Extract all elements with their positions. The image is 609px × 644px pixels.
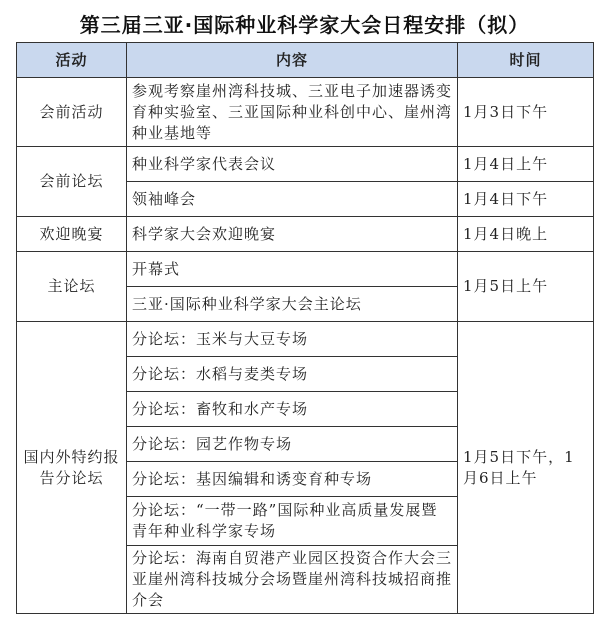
activity-cell: 欢迎晚宴 [17,217,127,252]
header-activity: 活动 [17,43,127,78]
content-cell: 三亚·国际种业科学家大会主论坛 [127,287,458,322]
schedule-table [16,42,594,614]
time-cell: 1月4日晚上 [458,217,594,252]
activity-cell: 会前论坛 [17,147,127,217]
content-cell: 分论坛：水稻与麦类专场 [127,357,458,392]
time-cell: 1月5日下午，1月6日上午 [458,322,594,614]
content-cell: 分论坛：畜牧和水产专场 [127,392,458,427]
header-row [17,43,594,78]
table-row [17,217,594,252]
table-row [17,322,594,357]
time-cell: 1月5日上午 [458,252,594,322]
content-cell: 领袖峰会 [127,182,458,217]
time-cell: 1月4日下午 [458,182,594,217]
table-row [17,252,594,287]
header-content: 内容 [127,43,458,78]
content-cell: 分论坛：基因编辑和诱变育种专场 [127,462,458,497]
activity-cell: 国内外特约报告分论坛 [17,322,127,614]
content-cell: 参观考察崖州湾科技城、三亚电子加速器诱变育种实验室、三亚国际种业科创中心、崖州湾种业基地等 [127,78,458,147]
content-cell: 种业科学家代表会议 [127,147,458,182]
page-title: 第三届三亚·国际种业科学家大会日程安排（拟） [79,13,530,37]
content-cell: 分论坛：“一带一路”国际种业高质量发展暨青年种业科学家专场 [127,497,458,546]
header-time: 时间 [458,43,594,78]
table-row [17,147,594,182]
content-cell: 分论坛：园艺作物专场 [127,427,458,462]
time-cell: 1月4日上午 [458,147,594,182]
content-cell: 分论坛：海南自贸港产业园区投资合作大会三亚崖州湾科技城分会场暨崖州湾科技城招商推介会 [127,546,458,614]
content-cell: 开幕式 [127,252,458,287]
activity-cell: 主论坛 [17,252,127,322]
time-cell: 1月3日下午 [458,78,594,147]
content-cell: 分论坛：玉米与大豆专场 [127,322,458,357]
table-row [17,78,594,147]
content-cell: 科学家大会欢迎晚宴 [127,217,458,252]
activity-cell: 会前活动 [17,78,127,147]
